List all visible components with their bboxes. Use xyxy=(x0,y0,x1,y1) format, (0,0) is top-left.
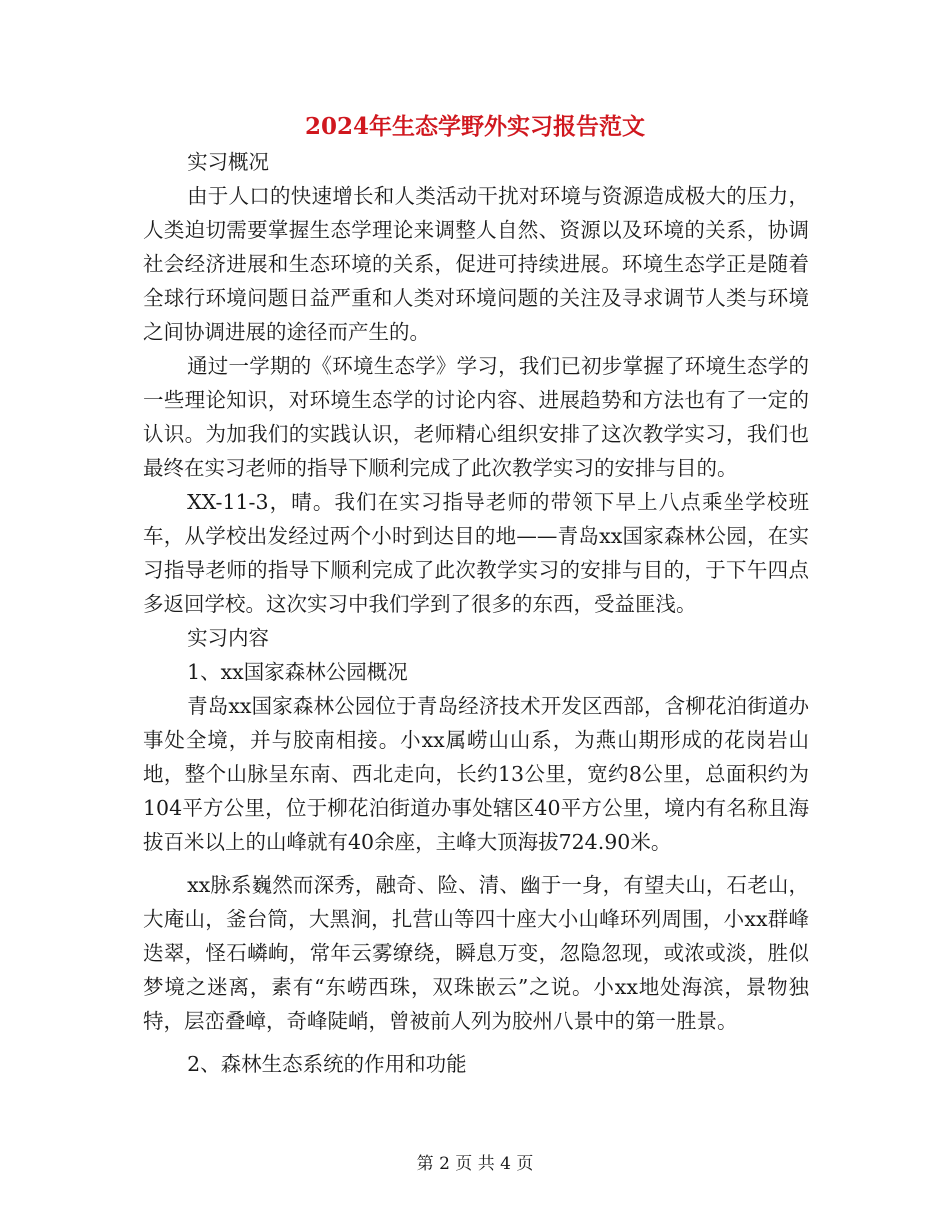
body-paragraph: XX-11-3，晴。我们在实习指导老师的带领下早上八点乘坐学校班车，从学校出发经过两个小时到达目的地——青岛xx国家森林公园，在实习指导老师的指导下顺利完成了此次教学实习的安排与目的，于下午四点多返回学校。这次实习中我们学到了很多的东西，受益匪浅。 xyxy=(143,490,809,616)
page-footer: 第 2 页 共 4 页 xyxy=(416,1154,534,1174)
document-body xyxy=(143,145,809,1081)
body-paragraph: 由于人口的快速增长和人类活动干扰对环境与资源造成极大的压力，人类迫切需要掌握生态学理论来调整人自然、资源以及环境的关系，协调社会经济进展和生态环境的关系，促进可持续进展。环境生态学正是随着全球行环境问题日益严重和人类对环境问题的关注及寻求调节人类与环境之间协调进展的途径而产生的。 xyxy=(143,184,809,344)
subsection-heading: 1、xx国家森林公园概况 xyxy=(187,660,408,684)
section-heading-overview: 实习概况 xyxy=(187,150,270,174)
document-title: 2024年生态学野外实习报告范文 xyxy=(304,113,645,140)
subsection-heading: 2、森林生态系统的作用和功能 xyxy=(187,1052,467,1076)
section-heading-content: 实习内容 xyxy=(187,626,270,650)
body-paragraph: 青岛xx国家森林公园位于青岛经济技术开发区西部，含柳花泊街道办事处全境，并与胶南相接。小xx属崂山山系，为燕山期形成的花岗岩山地，整个山脉呈东南、西北走向，长约13公里，宽约8公里，总面积约为104平方公里，位于柳花泊街道办事处辖区40平方公里，境内有名称且海拔百米以上的山峰就有40余座，主峰大顶海拔724.90米。 xyxy=(143,694,809,854)
body-paragraph: 通过一学期的《环境生态学》学习，我们已初步掌握了环境生态学的一些理论知识，对环境生态学的讨论内容、进展趋势和方法也有了一定的认识。为加我们的实践认识，老师精心组织安排了这次教学实习，我们也最终在实习老师的指导下顺利完成了此次教学实习的安排与目的。 xyxy=(143,354,809,480)
body-paragraph: xx脉系巍然而深秀，融奇、险、清、幽于一身，有望夫山，石老山，大庵山，釜台筒，大黑涧，扎营山等四十座大小山峰环列周围，小xx群峰迭翠，怪石嶙峋，常年云雾缭绕，瞬息万变，忽隐忽现，或浓或淡，胜似梦境之迷离，素有“东崂西珠，双珠嵌云”之说。小xx地处海滨，景物独特，层峦叠嶂，奇峰陡峭，曾被前人列为胶州八景中的第一胜景。 xyxy=(143,873,809,1033)
